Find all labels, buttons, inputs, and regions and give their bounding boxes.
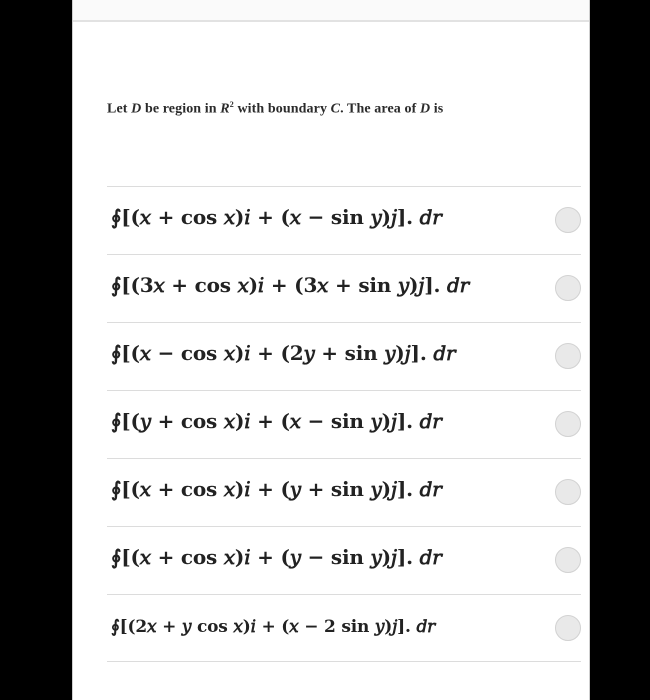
option-label: ∮[(𝑥 − cos 𝑥)𝑖 + (2𝑦 + sin 𝑦)𝑗]. 𝑑𝑟 (111, 341, 456, 365)
option-7[interactable] (107, 594, 581, 662)
radio-button[interactable] (555, 343, 581, 369)
option-label: ∮[(𝑦 + cos 𝑥)𝑖 + (𝑥 − sin 𝑦)𝑗]. 𝑑𝑟 (111, 409, 442, 433)
question-var-d-2: D (419, 101, 431, 117)
option-label: ∮[(2𝑥 + 𝑦 cos 𝑥)𝑖 + (𝑥 − 2 sin 𝑦)𝑗]. 𝑑𝑟 (111, 617, 436, 637)
question-var-d: D (131, 101, 142, 117)
radio-button[interactable] (555, 207, 581, 233)
radio-button[interactable] (555, 547, 581, 573)
radio-button[interactable] (555, 411, 581, 437)
radio-button[interactable] (555, 615, 581, 641)
question-text (107, 100, 567, 118)
question-var-r: R (220, 101, 230, 117)
answer-options (107, 186, 581, 662)
question-part-2: be region in (141, 101, 221, 117)
question-part-1: Let (107, 101, 132, 117)
option-label: ∮[(𝑥 + cos 𝑥)𝑖 + (𝑥 − sin 𝑦)𝑗]. 𝑑𝑟 (111, 205, 442, 229)
question-part-3: with boundary (233, 101, 331, 117)
question-superscript: 2 (229, 100, 234, 109)
option-label: ∮[(𝑥 + cos 𝑥)𝑖 + (𝑦 + sin 𝑦)𝑗]. 𝑑𝑟 (111, 477, 442, 501)
radio-button[interactable] (555, 479, 581, 505)
option-1[interactable] (107, 186, 581, 254)
option-6[interactable] (107, 526, 581, 594)
option-2[interactable] (107, 254, 581, 322)
card-top-bar (73, 0, 589, 22)
option-label: ∮[(3𝑥 + cos 𝑥)𝑖 + (3𝑥 + sin 𝑦)𝑗]. 𝑑𝑟 (111, 273, 470, 297)
option-3[interactable] (107, 322, 581, 390)
question-part-4: . The area of (340, 101, 420, 117)
option-5[interactable] (107, 458, 581, 526)
option-label: ∮[(𝑥 + cos 𝑥)𝑖 + (𝑦 − sin 𝑦)𝑗]. 𝑑𝑟 (111, 545, 442, 569)
question-part-5: is (430, 101, 444, 117)
option-4[interactable] (107, 390, 581, 458)
question-card (72, 0, 590, 700)
radio-button[interactable] (555, 275, 581, 301)
question-var-c: C (330, 101, 341, 117)
